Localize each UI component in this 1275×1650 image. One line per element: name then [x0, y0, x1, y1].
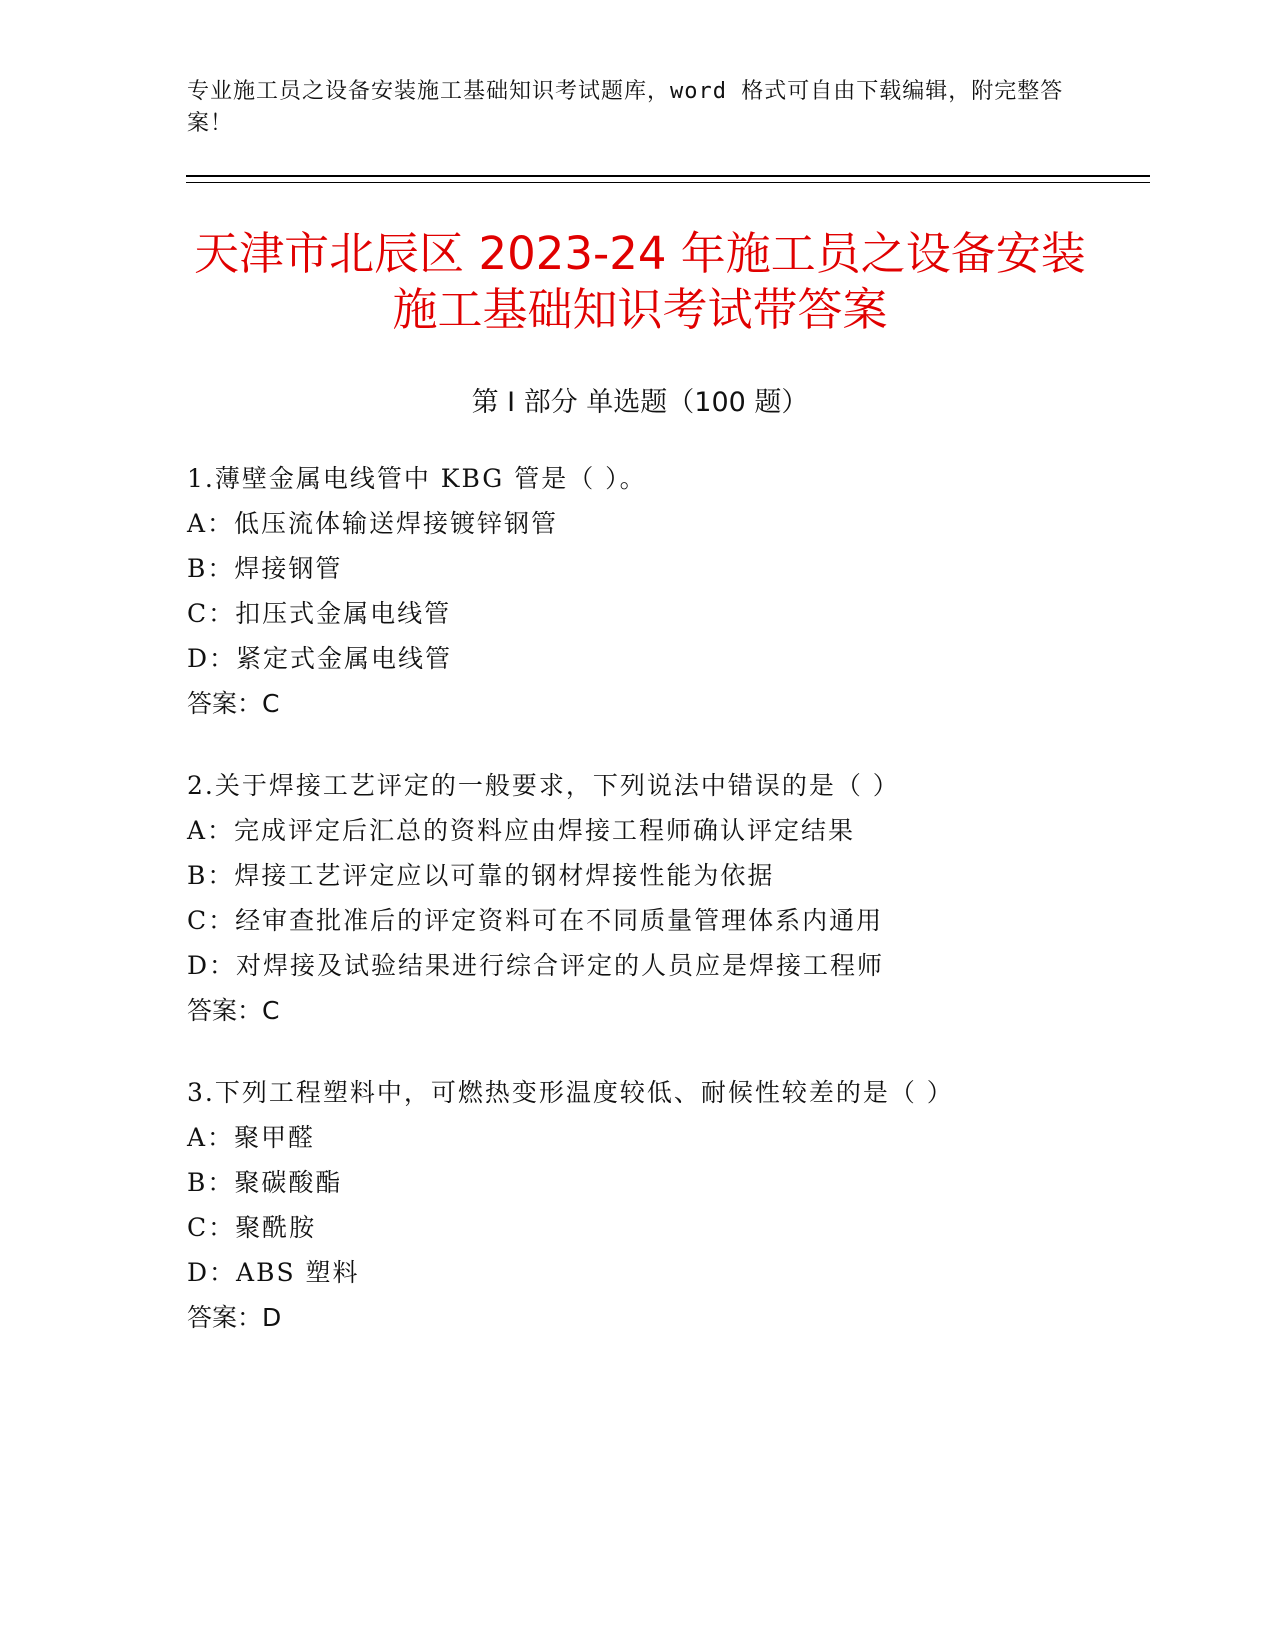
question-stem: 3.下列工程塑料中，可燃热变形温度较低、耐候性较差的是（ ） [187, 1078, 954, 1107]
option-c: C：扣压式金属电线管 [187, 599, 452, 628]
question-2 [187, 763, 1087, 1033]
question-1 [187, 456, 1087, 726]
question-3 [187, 1070, 1087, 1340]
answer: 答案：D [187, 1303, 282, 1332]
answer: 答案：C [187, 689, 280, 718]
option-c: C：经审查批准后的评定资料可在不同质量管理体系内通用 [187, 906, 884, 935]
option-c: C：聚酰胺 [187, 1213, 317, 1242]
option-a: A：低压流体输送焊接镀锌钢管 [187, 509, 559, 538]
header-note: 专业施工员之设备安装施工基础知识考试题库，word 格式可自由下载编辑，附完整答案！ [187, 79, 1064, 136]
option-a: A：完成评定后汇总的资料应由焊接工程师确认评定结果 [187, 816, 856, 845]
section-heading: 第 I 部分 单选题（100 题） [471, 387, 809, 418]
header-divider-thick [186, 175, 1150, 177]
option-b: B：聚碳酸酯 [187, 1168, 343, 1197]
header-divider-thin [186, 182, 1150, 183]
answer: 答案：C [187, 996, 280, 1025]
option-b: B：焊接工艺评定应以可靠的钢材焊接性能为依据 [187, 861, 775, 890]
title-line-2: 施工基础知识考试带答案 [392, 283, 888, 336]
document-title [140, 226, 1140, 338]
option-d: D：对焊接及试验结果进行综合评定的人员应是焊接工程师 [187, 951, 885, 980]
option-d: D：紧定式金属电线管 [187, 644, 453, 673]
title-line-1: 天津市北辰区 2023-24 年施工员之设备安装 [194, 227, 1086, 280]
option-a: A：聚甲醛 [187, 1123, 316, 1152]
option-d: D：ABS 塑料 [187, 1258, 360, 1287]
question-stem: 2.关于焊接工艺评定的一般要求，下列说法中错误的是（ ） [187, 771, 900, 800]
question-stem: 1.薄壁金属电线管中 KBG 管是（ ）。 [187, 464, 647, 493]
option-b: B：焊接钢管 [187, 554, 343, 583]
